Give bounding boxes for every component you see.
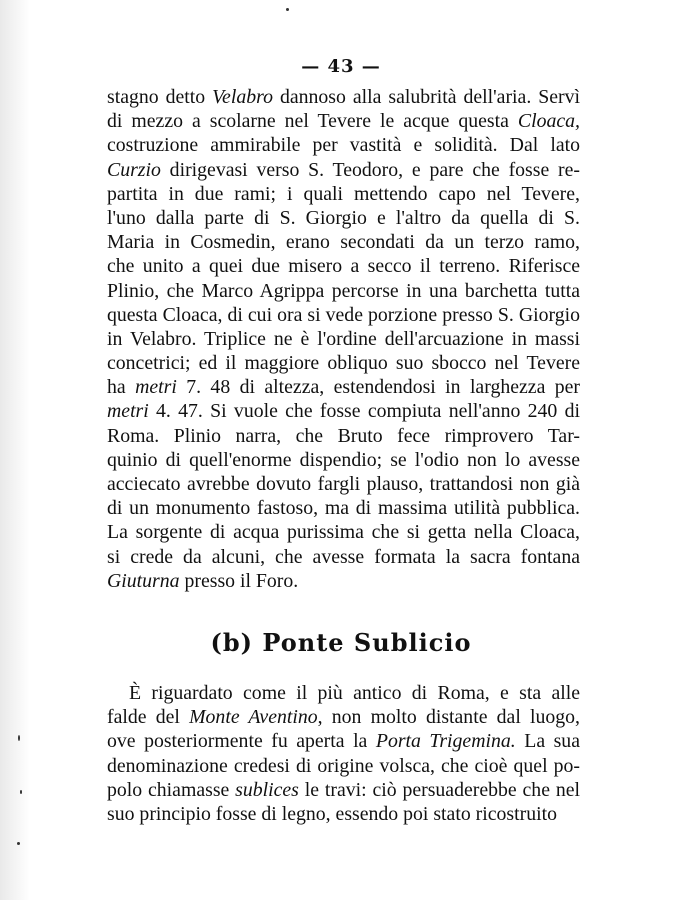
text-line bbox=[107, 496, 580, 520]
text-line bbox=[107, 545, 580, 569]
text-run: concetrici; ed il maggiore obliquo suo sbocco nel Tevere bbox=[107, 352, 580, 375]
text-line bbox=[107, 399, 580, 423]
text-run: ha bbox=[107, 376, 136, 399]
text-line bbox=[107, 206, 580, 230]
section-heading: (b) Ponte Sublicio bbox=[210, 628, 472, 657]
text-run: di un monumento fastoso, ma di massima utilità pubblica. bbox=[107, 497, 580, 520]
text-run: 4. 47. Si vuole che fosse compiuta nell'anno 240 di bbox=[148, 400, 580, 423]
text-run: denominazione credesi di origine volsca, che cioè quel po- bbox=[107, 754, 580, 777]
page-number: — 43 — bbox=[301, 56, 381, 77]
text-line bbox=[107, 327, 580, 351]
text-run: costruzione ammirabile per vastità e solidità. Dal lato bbox=[107, 134, 580, 157]
ink-speck bbox=[17, 842, 20, 845]
text-line bbox=[107, 569, 580, 593]
text-run: Velabro bbox=[212, 86, 273, 108]
text-line bbox=[107, 133, 580, 157]
text-line bbox=[107, 279, 580, 303]
text-run: ove posteriormente fu aperta la bbox=[107, 730, 376, 753]
text-run: questa Cloaca, di cui ora si vede porzione presso S. Giorgio bbox=[107, 303, 580, 326]
text-run: che unito a quei due misero a secco il terreno. Riferisce bbox=[107, 255, 580, 278]
text-run: , non molto distante dal luogo, bbox=[317, 706, 581, 729]
text-run: falde del bbox=[107, 706, 190, 729]
text-run: Giuturna bbox=[107, 569, 180, 592]
text-run: Porta Trigemina. bbox=[375, 730, 516, 753]
text-run: Roma. Plinio narra, che Bruto fece rimprovero Tar- bbox=[107, 424, 580, 447]
text-run: La sorgente di acqua purissima che si getta nella Cloaca, bbox=[107, 521, 580, 544]
text-run: si crede da alcuni, che avesse formata la sacra fontana bbox=[107, 545, 580, 568]
text-line bbox=[107, 351, 580, 375]
text-run: La sua bbox=[515, 730, 580, 753]
text-line bbox=[107, 424, 580, 448]
scan-edge-shadow bbox=[0, 0, 30, 900]
text-line bbox=[107, 705, 580, 729]
paragraph-ponte-sublicio bbox=[107, 681, 580, 826]
text-run: 7. 48 di altezza, estendendosi in larghezza per bbox=[176, 376, 580, 399]
text-line bbox=[107, 472, 580, 496]
text-line bbox=[107, 109, 580, 133]
text-line bbox=[107, 778, 580, 802]
text-line bbox=[107, 448, 580, 472]
text-run: stagno detto bbox=[107, 86, 213, 108]
text-line bbox=[107, 802, 580, 826]
text-run: Monte Aventino bbox=[189, 706, 318, 729]
text-run: le travi: ciò persuaderebbe che nel bbox=[298, 778, 580, 801]
text-run: partita in due rami; i quali mettendo capo nel Tevere, bbox=[107, 182, 580, 205]
text-line bbox=[107, 754, 580, 778]
text-run: Maria in Cosmedin, erano secondati da un terzo ramo, bbox=[107, 231, 580, 254]
text-line bbox=[107, 230, 580, 254]
text-line bbox=[107, 85, 580, 109]
text-run: metri bbox=[135, 376, 177, 399]
text-line bbox=[107, 254, 580, 278]
paragraph-cloaca bbox=[107, 85, 580, 593]
text-run: quinio di quell'enorme dispendio; se l'odio non lo avesse bbox=[107, 448, 580, 471]
text-run: Curzio bbox=[107, 158, 161, 181]
ink-speck bbox=[286, 8, 289, 11]
text-run: acciecato avrebbe dovuto fargli plauso, trattandosi non già bbox=[107, 473, 580, 495]
text-line bbox=[107, 303, 580, 327]
text-run: Cloaca, bbox=[517, 110, 580, 133]
text-run: metri bbox=[107, 400, 149, 423]
ink-speck bbox=[20, 790, 22, 794]
text-run: polo chiamasse bbox=[107, 778, 236, 801]
text-run: l'uno dalla parte di S. Giorgio e l'altro da quella di S. bbox=[107, 206, 580, 229]
text-run: di mezzo a scolarne nel Tevere le acque questa bbox=[107, 110, 518, 133]
text-run: presso il Foro. bbox=[179, 569, 299, 592]
text-line bbox=[107, 182, 580, 206]
text-run: Plinio, che Marco Agrippa percorse in una barchetta tutta bbox=[107, 279, 580, 302]
text-line bbox=[107, 375, 580, 399]
text-run: dannoso alla salubrità dell'aria. Servì bbox=[272, 86, 580, 108]
text-run: dirigevasi verso S. Teodoro, e pare che fosse re- bbox=[160, 158, 580, 181]
ink-speck bbox=[18, 735, 20, 741]
text-run: È riguardato come il più antico di Roma, e sta alle bbox=[129, 682, 580, 704]
text-line bbox=[107, 520, 580, 544]
text-run: in Velabro. Triplice ne è l'ordine dell'arcuazione in massi bbox=[107, 327, 580, 350]
text-line bbox=[107, 158, 580, 182]
text-run: sublices bbox=[235, 778, 299, 801]
text-line bbox=[107, 681, 580, 705]
text-run: suo principio fosse di legno, essendo poi stato ricostruito bbox=[107, 802, 557, 825]
text-line bbox=[107, 729, 580, 753]
